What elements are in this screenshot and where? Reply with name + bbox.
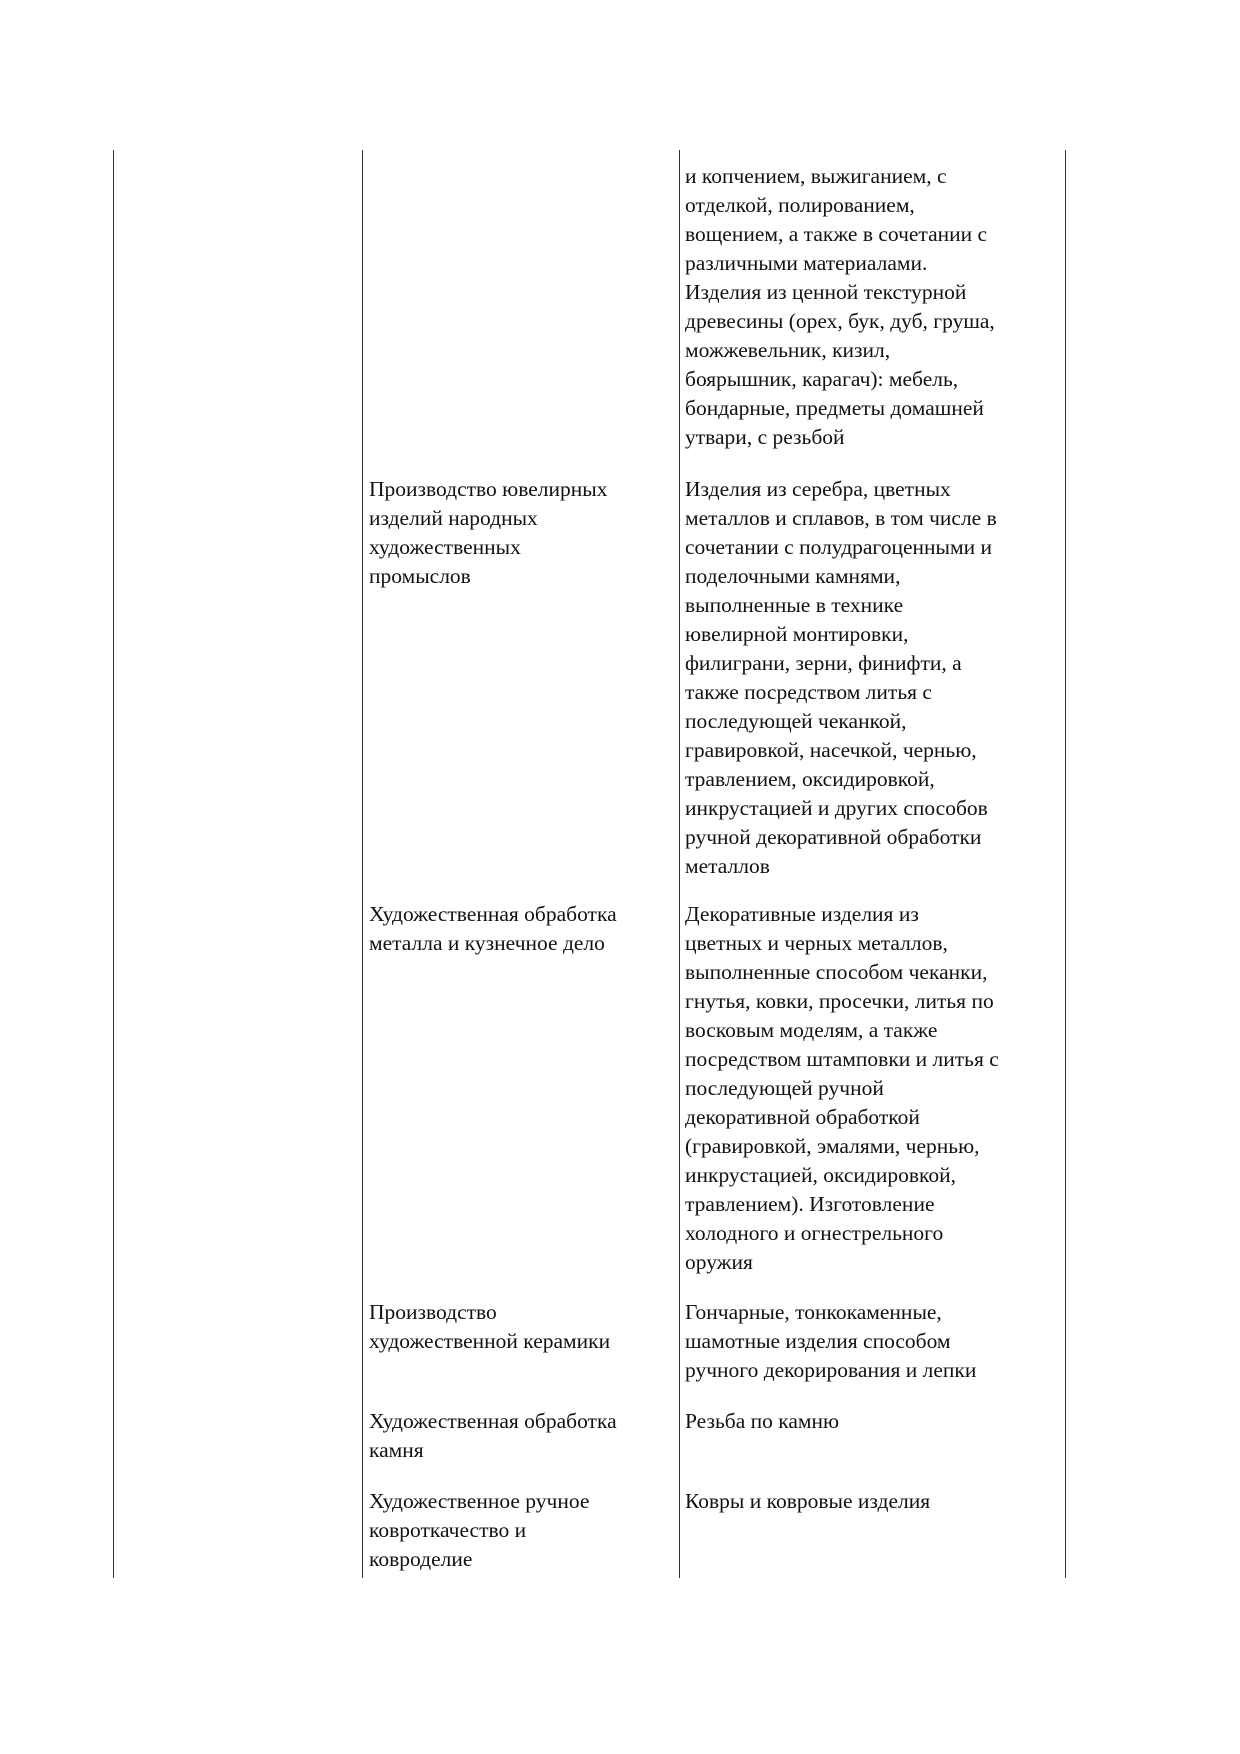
products-cell: Резьба по камню xyxy=(685,1409,840,1433)
craft-cell: Производство художественной керамики xyxy=(369,1300,611,1353)
craft-cell: Производство ювелирных изделий народных художественных промыслов xyxy=(369,477,608,588)
products-cell: Гончарные, тонкокаменные, шамотные изделия способом ручного декорирования и лепки xyxy=(685,1300,977,1382)
products-cell: Декоративные изделия из цветных и черных металлов, выполненные способом чеканки, гнутья, ковки, просечки, литья по восковым моделям, а также посредством штамповки и литья с последующей ручной декоративной обработкой (гравировкой, эмалями, чернью, инкрустацией, оксидировкой, травлением). Изготовление холодного и огнестрельного оружия xyxy=(685,902,999,1274)
table-border-col2 xyxy=(362,150,363,1578)
products-cell: Изделия из серебра, цветных металлов и сплавов, в том числе в сочетании с полудрагоценными и поделочными камнями, выполненные в технике ювелирной монтировки, филиграни, зерни, финифти, а также посредством литья с последующей чеканкой, гравировкой, насечкой, чернью, травлением, оксидировкой, инкрустацией и других способов ручной декоративной обработки металлов xyxy=(685,477,997,878)
products-cell: Ковры и ковровые изделия xyxy=(685,1489,931,1513)
craft-cell: Художественное ручное ковроткачество и ковроделие xyxy=(369,1489,590,1571)
table-border-right xyxy=(1065,150,1066,1578)
table-border-col3 xyxy=(679,150,680,1578)
craft-cell: Художественная обработка камня xyxy=(369,1409,617,1462)
products-cell: и копчением, выжиганием, с отделкой, полированием, вощением, а также в сочетании с различными материалами. Изделия из ценной текстурной древесины (орех, бук, дуб, груша, можжевельник, кизил, боярышник, карагач): мебель, бондарные, предметы домашней утвари, с резьбой xyxy=(685,164,995,449)
table-border-left xyxy=(113,150,114,1578)
craft-cell: Художественная обработка металла и кузнечное дело xyxy=(369,902,617,955)
